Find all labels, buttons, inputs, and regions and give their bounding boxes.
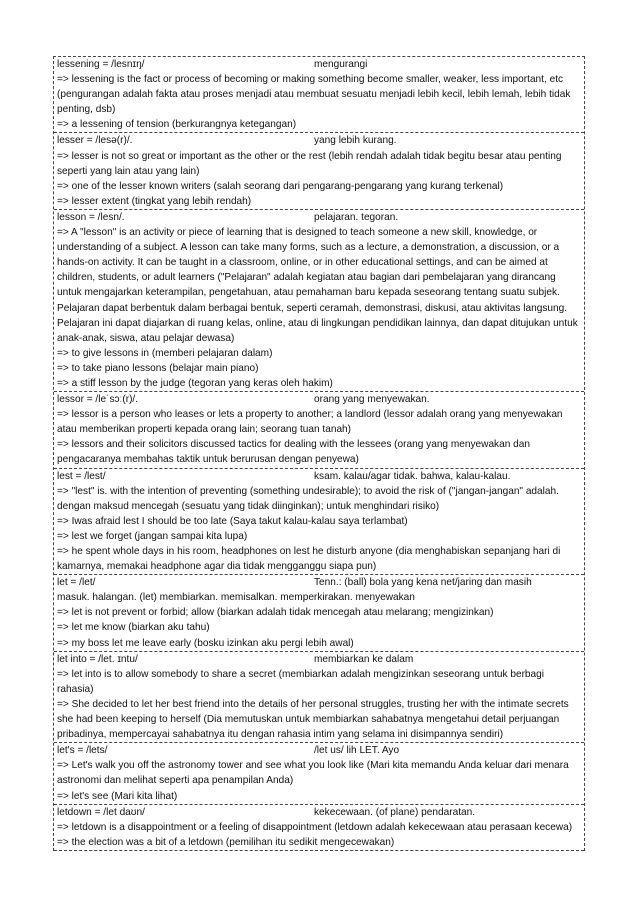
entry-line: => "lest" is. with the intention of preventing (something undesirable); to avoid the risk of ("jangan-jangan" adalah. dengan maksud mencegah (sesuatu yang tidak diinginkan); untuk menghindari risiko) xyxy=(57,485,559,512)
dictionary-entry xyxy=(54,210,584,392)
entry-translation: ksam. kalau/agar tidak. bahwa, kalau-kalau. xyxy=(314,470,511,482)
entry-line: => let's see (Mari kita lihat) xyxy=(57,790,178,802)
entry-line: => let into is to allow somebody to share a secret (membiarkan adalah mengizinkan seseorang untuk berbagi rahasia) xyxy=(57,668,545,695)
entry-line: => Iwas afraid lest I should be too late (Saya takut kalau-kalau saya terlambat) xyxy=(57,515,408,527)
entry-translation: Tenn.: (ball) bola yang kena net/jaring dan masih xyxy=(314,577,532,589)
entry-headline xyxy=(57,805,582,820)
entry-term: let into = /let. ɪntu/ xyxy=(57,653,138,665)
entry-line: => to give lessons in (memberi pelajaran dalam) xyxy=(57,347,273,359)
dictionary-entry xyxy=(54,652,584,744)
entry-headline xyxy=(57,469,582,484)
entry-line: masuk. halangan. (let) membiarkan. memisalkan. memperkirakan. menyewakan xyxy=(57,592,415,604)
entry-line: => She decided to let her best friend into the details of her personal struggles, trusting her with the intimate secrets she had been keeping to herself (Dia memutuskan untuk membiarkan sahabatnya mengetahui detail perjuangan pribadinya, mempercayai sahabatnya itu dengan rahasia intim yang selama ini disimpannya sendiri) xyxy=(57,698,569,741)
entry-headline xyxy=(57,743,582,758)
entry-headline xyxy=(57,575,582,590)
entry-term: lesson = /lesn/. xyxy=(57,211,125,223)
dictionary-page xyxy=(53,56,585,851)
entry-term: lessening = /lesnɪŋ/ xyxy=(57,59,145,70)
entry-line: => a stiff lesson by the judge (tegoran yang keras oleh hakim) xyxy=(57,377,333,389)
entry-line: => let is not prevent or forbid; allow (biarkan adalah tidak mencegah atau melarang; mengizinkan) xyxy=(57,607,494,619)
entry-line: => let me know (biarkan aku tahu) xyxy=(57,622,210,634)
dictionary-entry xyxy=(54,743,584,804)
entry-term: letdown = /let daʊn/ xyxy=(57,806,145,818)
entry-headline xyxy=(57,133,582,148)
entry-line: => A "lesson" is an activity or piece of learning that is designed to teach someone a new skill, knowledge, or understanding of a subject. A lesson can take many forms, such as a lecture, a demonstration, a discussion, or a hands-on activity. It can be taught in a classroom, online, or in other educational settings, and can be aimed at children, students, or adult learners ("Pelajaran" adalah kegiatan atau bagian dari pembelajaran yang dirancang untuk mengajarkan keterampilan, pengetahuan, atau pemahaman baru kepada seseorang tentang suatu subjek. Pelajaran dapat berbentuk dalam berbagai bentuk, seperti ceramah, demonstrasi, diskusi, atau aktivitas langsung. Pelajaran ini dapat diajarkan di ruang kelas, online, atau di lingkungan pendidikan lainnya, dan dapat ditujukan untuk anak-anak, siswa, atau pelajar dewasa) xyxy=(57,227,578,344)
entry-line: => lessors and their solicitors discussed tactics for dealing with the lessees (orang yang menyewakan dan pengacaranya membahas taktik untuk berurusan dengan penyewa) xyxy=(57,439,530,466)
entry-term: lesser = /lesə(r)/. xyxy=(57,135,133,147)
dictionary-entry xyxy=(54,469,584,576)
entry-term: lest = /lest/ xyxy=(57,470,106,482)
entry-headline xyxy=(57,210,582,225)
entry-line: => lesser extent (tingkat yang lebih rendah) xyxy=(57,195,252,207)
dictionary-entry xyxy=(54,805,584,851)
entry-translation: /let us/ lih LET. Ayo xyxy=(314,745,400,757)
dictionary-entry xyxy=(54,575,584,651)
entry-line: => lessor is a person who leases or lets a property to another; a landlord (lessor adalah orang yang menyewakan atau memberikan properti kepada orang lain; seorang tuan tanah) xyxy=(57,409,563,436)
entry-line: => lest we forget (jangan sampai kita lupa) xyxy=(57,530,248,542)
entry-line: => one of the lesser known writers (salah seorang dari pengarang-pengarang yang kurang terkenal) xyxy=(57,180,504,192)
dictionary-entry xyxy=(54,392,584,468)
entry-line: => lessening is the fact or process of becoming or making something become smaller, weaker, less important, etc (pengurangan adalah fakta atau proses menjadi atau membuat sesuatu menjadi lebih kecil, lebih lemah, lebih tidak penting, dsb) xyxy=(57,74,571,116)
entry-term: lessor = /leˈsɔː(r)/. xyxy=(57,394,139,406)
dictionary-entry xyxy=(54,57,584,133)
entry-line: => a lessening of tension (berkurangnya ketegangan) xyxy=(57,119,297,131)
dictionary-entry xyxy=(54,133,584,209)
entry-translation: membiarkan ke dalam xyxy=(314,653,414,665)
entry-line: => my boss let me leave early (bosku izinkan aku pergi lebih awal) xyxy=(57,637,354,649)
entry-translation: orang yang menyewakan. xyxy=(314,394,430,406)
entry-translation: mengurangi xyxy=(314,59,368,70)
entry-translation: kekecewaan. (of plane) pendaratan. xyxy=(314,806,476,818)
entry-term: let's = /lets/ xyxy=(57,745,108,757)
entry-line: => letdown is a disappointment or a feeling of disappointment (letdown adalah kekecewaan atau perasaan kecewa) xyxy=(57,821,573,833)
entry-headline xyxy=(57,652,582,667)
entry-line: => Let's walk you off the astronomy tower and see what you look like (Mari kita memandu Anda keluar dari menara astronomi dan melihat seperti apa penampilan Anda) xyxy=(57,760,569,787)
entry-translation: yang lebih kurang. xyxy=(314,135,397,147)
entry-headline xyxy=(57,57,582,72)
entry-line: => to take piano lessons (belajar main piano) xyxy=(57,362,259,374)
entry-translation: pelajaran. tegoran. xyxy=(314,211,399,223)
entry-line: => he spent whole days in his room, headphones on lest he disturb anyone (dia menghabiskan sepanjang hari di kamarnya, memakai headphone agar dia tidak mengganggu siapa pun) xyxy=(57,546,561,573)
entry-term: let = /let/ xyxy=(57,577,96,589)
entry-line: => the election was a bit of a letdown (pemilihan itu sedikit mengecewakan) xyxy=(57,836,395,848)
entry-line: => lesser is not so great or important as the other or the rest (lebih rendah adalah tidak begitu besar atau penting seperti yang lain atau yang lain) xyxy=(57,150,562,177)
entry-headline xyxy=(57,392,582,407)
